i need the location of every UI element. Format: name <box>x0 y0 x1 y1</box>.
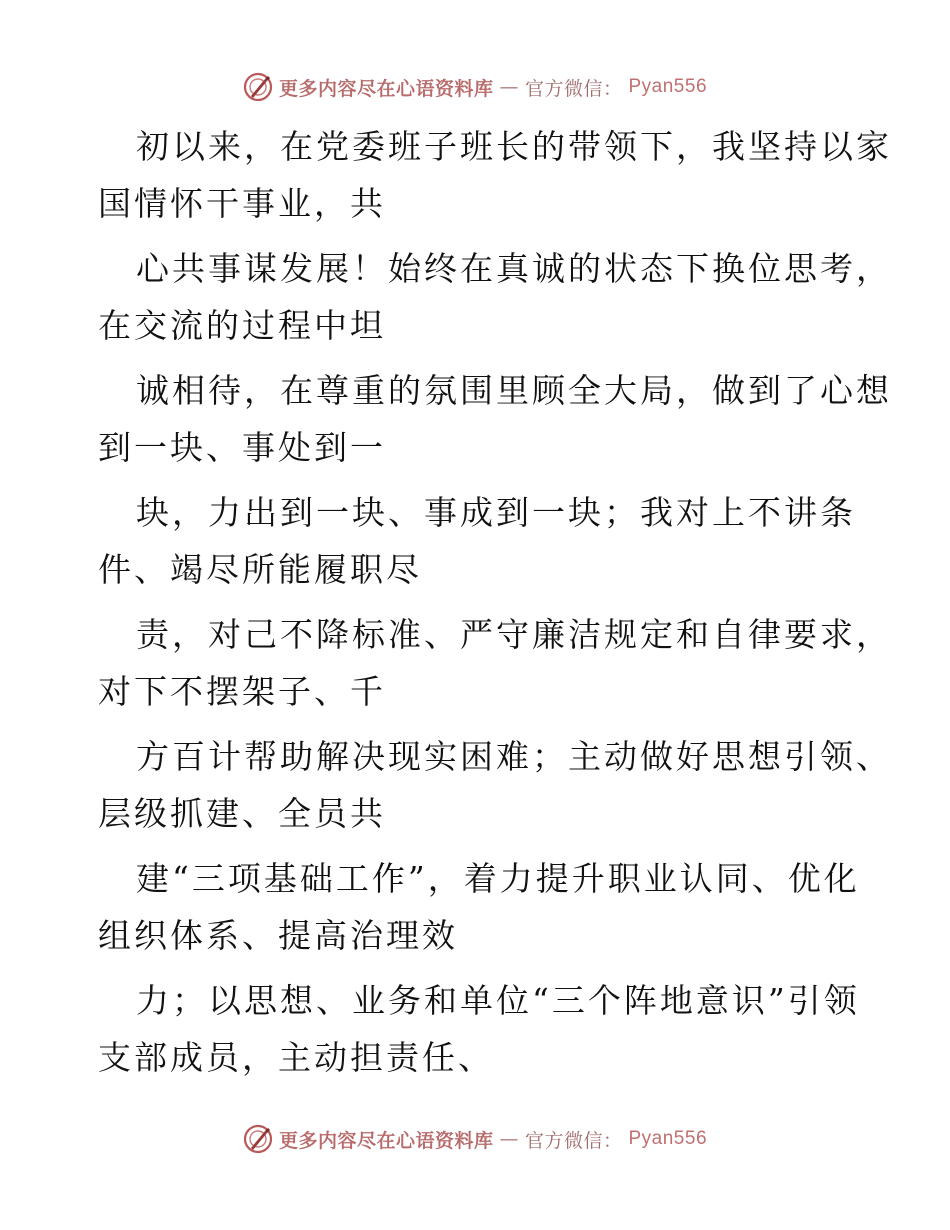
paragraph-line: 在交流的过程中坦 <box>98 306 386 345</box>
paragraph <box>98 484 858 598</box>
paragraph <box>98 362 892 476</box>
footer-watermark <box>0 1124 950 1154</box>
watermark-label: 更多内容尽在心语资料库 <box>278 77 494 100</box>
paragraph-line: 初以来，在党委班子班长的带领下，我坚持以家 <box>136 127 892 166</box>
paragraph-line: 诚相待，在尊重的氛围里顾全大局，做到了心想 <box>136 371 892 410</box>
watermark-label: 更多内容尽在心语资料库 <box>278 1129 494 1152</box>
paragraph-line: 件、竭尽所能履职尽 <box>98 550 422 589</box>
paragraph-line: 块，力出到一块、事成到一块；我对上不讲条 <box>136 493 856 532</box>
paragraph-line: 力；以思想、业务和单位“三个阵地意识”引领 <box>136 981 860 1020</box>
watermark-separator: — <box>499 1128 519 1150</box>
paragraph-line: 对下不摆架子、千 <box>98 672 386 711</box>
paragraph <box>98 972 858 1086</box>
paragraph <box>98 606 892 720</box>
watermark-official: 官方微信： <box>524 1129 623 1152</box>
watermark-id: Pyan556 <box>628 76 708 97</box>
paragraph-line: 组织体系、提高治理效 <box>98 916 458 955</box>
paragraph-line: 支部成员，主动担责任、 <box>98 1038 494 1077</box>
paragraph-line: 方百计帮助解决现实困难；主动做好思想引领、 <box>136 737 892 776</box>
paragraph-line: 国情怀干事业，共 <box>98 184 386 223</box>
pen-logo-icon <box>243 1124 273 1154</box>
paragraph-line: 心共事谋发展！始终在真诚的状态下换位思考， <box>136 249 892 288</box>
paragraph-line: 层级抓建、全员共 <box>98 794 386 833</box>
paragraph <box>98 118 892 232</box>
paragraph <box>98 728 892 842</box>
header-watermark <box>0 72 950 102</box>
watermark-separator: — <box>499 76 519 98</box>
pen-logo-icon <box>243 72 273 102</box>
watermark-official: 官方微信： <box>524 77 623 100</box>
watermark-id: Pyan556 <box>628 1128 708 1149</box>
paragraph <box>98 850 858 964</box>
paragraph <box>98 240 892 354</box>
paragraph-line: 责，对己不降标准、严守廉洁规定和自律要求， <box>136 615 892 654</box>
paragraph-line: 到一块、事处到一 <box>98 428 386 467</box>
paragraph-line: 建“三项基础工作”，着力提升职业认同、优化 <box>136 859 860 898</box>
document-body <box>98 118 892 1094</box>
